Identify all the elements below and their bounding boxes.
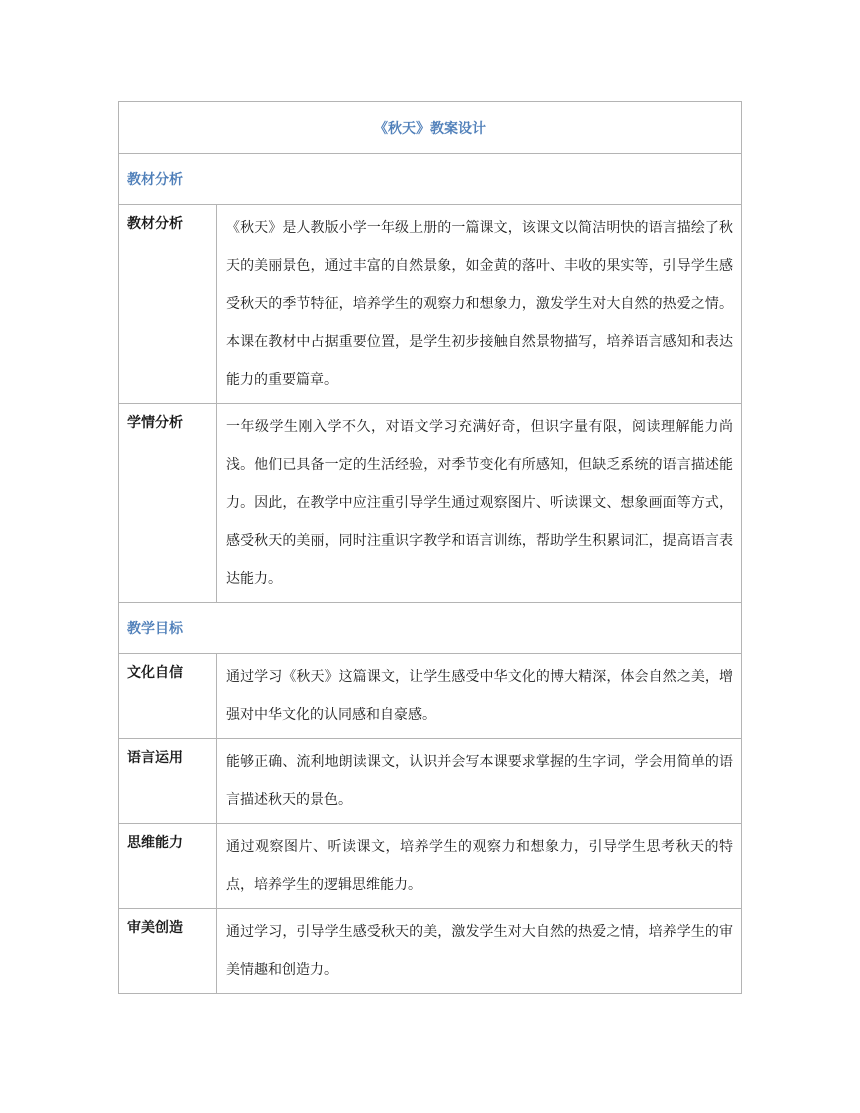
row-content-thinking-ability: 通过观察图片、听读课文，培养学生的观察力和想象力，引导学生思考秋天的特点，培养学生的逻辑思维能力。 [217, 824, 742, 909]
table-row-learner-analysis [119, 404, 742, 603]
row-content-learner-analysis: 一年级学生刚入学不久，对语文学习充满好奇，但识字量有限，阅读理解能力尚浅。他们已具备一定的生活经验，对季节变化有所感知，但缺乏系统的语言描述能力。因此，在教学中应注重引导学生通过观察图片、听读课文、想象画面等方式，感受秋天的美丽，同时注重识字教学和语言训练，帮助学生积累词汇，提高语言表达能力。 [217, 404, 742, 603]
row-label-language-use: 语言运用 [119, 739, 217, 824]
section-row-goals [119, 603, 742, 654]
row-content-aesthetic-creation: 通过学习，引导学生感受秋天的美，激发学生对大自然的热爱之情，培养学生的审美情趣和创造力。 [217, 909, 742, 994]
table-row-cultural-confidence [119, 654, 742, 739]
table-row-language-use [119, 739, 742, 824]
table-row-material-analysis [119, 205, 742, 404]
document-title: 《秋天》教案设计 [119, 102, 742, 154]
row-label-cultural-confidence: 文化自信 [119, 654, 217, 739]
lesson-plan-table [118, 101, 742, 994]
section-row-material [119, 154, 742, 205]
row-label-material-analysis: 教材分析 [119, 205, 217, 404]
title-row [119, 102, 742, 154]
table-row-aesthetic-creation [119, 909, 742, 994]
row-label-learner-analysis: 学情分析 [119, 404, 217, 603]
table-row-thinking-ability [119, 824, 742, 909]
row-label-aesthetic-creation: 审美创造 [119, 909, 217, 994]
row-content-language-use: 能够正确、流利地朗读课文，认识并会写本课要求掌握的生字词，学会用简单的语言描述秋天的景色。 [217, 739, 742, 824]
section-heading-material: 教材分析 [119, 154, 742, 205]
row-content-material-analysis: 《秋天》是人教版小学一年级上册的一篇课文，该课文以简洁明快的语言描绘了秋天的美丽景色，通过丰富的自然景象，如金黄的落叶、丰收的果实等，引导学生感受秋天的季节特征，培养学生的观察力和想象力，激发学生对大自然的热爱之情。本课在教材中占据重要位置，是学生初步接触自然景物描写，培养语言感知和表达能力的重要篇章。 [217, 205, 742, 404]
section-heading-goals: 教学目标 [119, 603, 742, 654]
row-label-thinking-ability: 思维能力 [119, 824, 217, 909]
row-content-cultural-confidence: 通过学习《秋天》这篇课文，让学生感受中华文化的博大精深，体会自然之美，增强对中华文化的认同感和自豪感。 [217, 654, 742, 739]
